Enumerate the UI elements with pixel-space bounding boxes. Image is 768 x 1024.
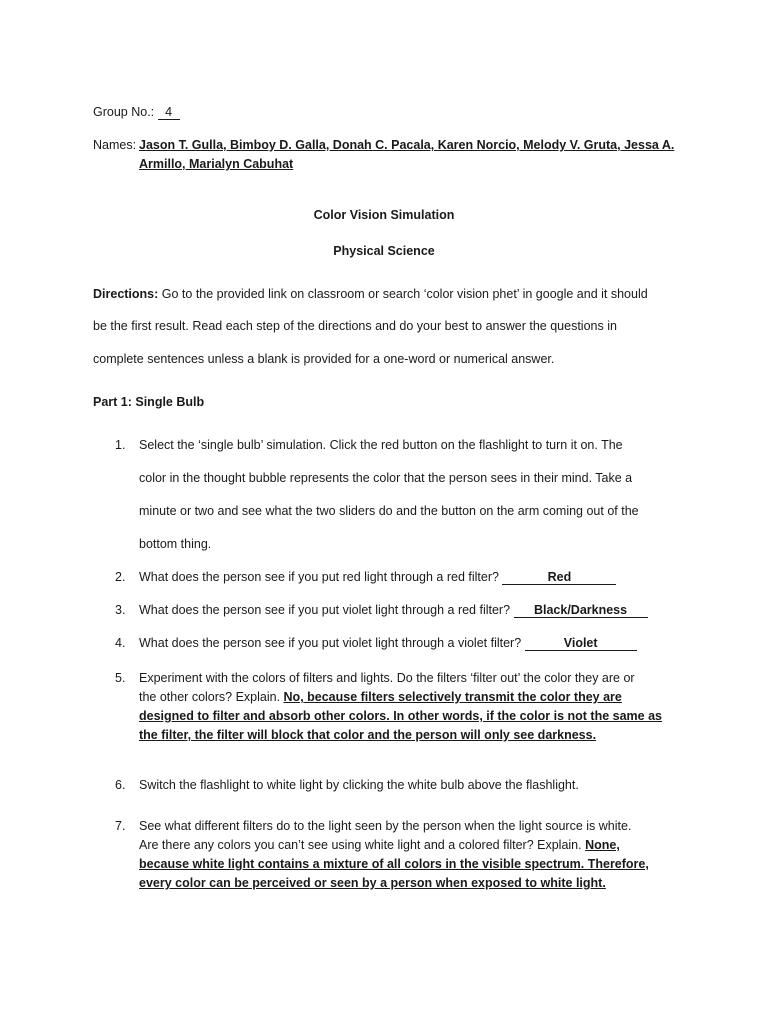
- group-number-value: 4: [158, 106, 180, 120]
- q1-number: 1.: [115, 438, 126, 452]
- q2-answer: Red: [502, 571, 616, 585]
- q2-question: What does the person see if you put red light through a red filter?: [139, 570, 503, 584]
- directions-label: Directions:: [93, 287, 159, 301]
- q5-line-1: Experiment with the colors of filters and lights. Do the filters ‘filter out’ the color they are or: [139, 671, 635, 685]
- directions-line-3: complete sentences unless a blank is provided for a one-word or numerical answer.: [93, 352, 555, 366]
- q7-question-end: Are there any colors you can’t see using white light and a colored filter? Explain.: [139, 838, 586, 852]
- q2-number: 2.: [115, 570, 126, 584]
- q4-row: [139, 636, 637, 651]
- group-number-row: [93, 105, 180, 120]
- q5-line-2: [139, 690, 622, 704]
- q3-answer: Black/Darkness: [514, 604, 648, 618]
- q3-number: 3.: [115, 603, 126, 617]
- q1-line-3: minute or two and see what the two sliders do and the button on the arm coming out of the: [139, 504, 639, 518]
- q2-row: [139, 570, 616, 585]
- directions-line-1: [93, 287, 648, 301]
- document-subtitle: Physical Science: [333, 244, 435, 258]
- q7-answer-line-2: because white light contains a mixture of all colors in the visible spectrum. Therefore,: [139, 857, 649, 871]
- q4-question: What does the person see if you put violet light through a violet filter?: [139, 636, 525, 650]
- names-label: Names:: [93, 138, 137, 152]
- q6-text: Switch the flashlight to white light by clicking the white bulb above the flashlight.: [139, 778, 579, 792]
- q5-number: 5.: [115, 671, 126, 685]
- q7-number: 7.: [115, 819, 126, 833]
- q1-line-4: bottom thing.: [139, 537, 212, 551]
- q3-row: [139, 603, 648, 618]
- q7-line-2: [139, 838, 620, 852]
- directions-line-2: be the first result. Read each step of the directions and do your best to answer the questions in: [93, 319, 617, 333]
- q1-line-1: Select the ‘single bulb’ simulation. Click the red button on the flashlight to turn it on. The: [139, 438, 623, 452]
- q7-answer-line-3: every color can be perceived or seen by a person when exposed to white light.: [139, 876, 606, 890]
- q7-line-1: See what different filters do to the light seen by the person when the light source is white.: [139, 819, 632, 833]
- q4-number: 4.: [115, 636, 126, 650]
- document-title: Color Vision Simulation: [313, 208, 455, 222]
- group-number-label: Group No.:: [93, 105, 155, 119]
- q5-answer-line-2: designed to filter and absorb other colors. In other words, if the color is not the same as: [139, 709, 662, 723]
- q1-line-2: color in the thought bubble represents the color that the person sees in their mind. Take a: [139, 471, 633, 485]
- directions-text-1: Go to the provided link on classroom or search ‘color vision phet’ in google and it should: [158, 287, 648, 301]
- q6-number: 6.: [115, 778, 126, 792]
- q5-answer-start: No, because filters selectively transmit the color they are: [283, 690, 622, 704]
- q5-question-end: the other colors? Explain.: [139, 690, 284, 704]
- names-line-2: Armillo, Marialyn Cabuhat: [139, 157, 294, 171]
- q7-answer-start: None,: [585, 838, 620, 852]
- q3-question: What does the person see if you put violet light through a red filter?: [139, 603, 514, 617]
- q5-answer-line-3: the filter, the filter will block that color and the person will only see darkness.: [139, 728, 597, 742]
- q4-answer: Violet: [525, 637, 637, 651]
- names-line-1: Jason T. Gulla, Bimboy D. Galla, Donah C. Pacala, Karen Norcio, Melody V. Gruta, Jessa A.: [139, 138, 675, 152]
- part1-heading: Part 1: Single Bulb: [93, 395, 205, 409]
